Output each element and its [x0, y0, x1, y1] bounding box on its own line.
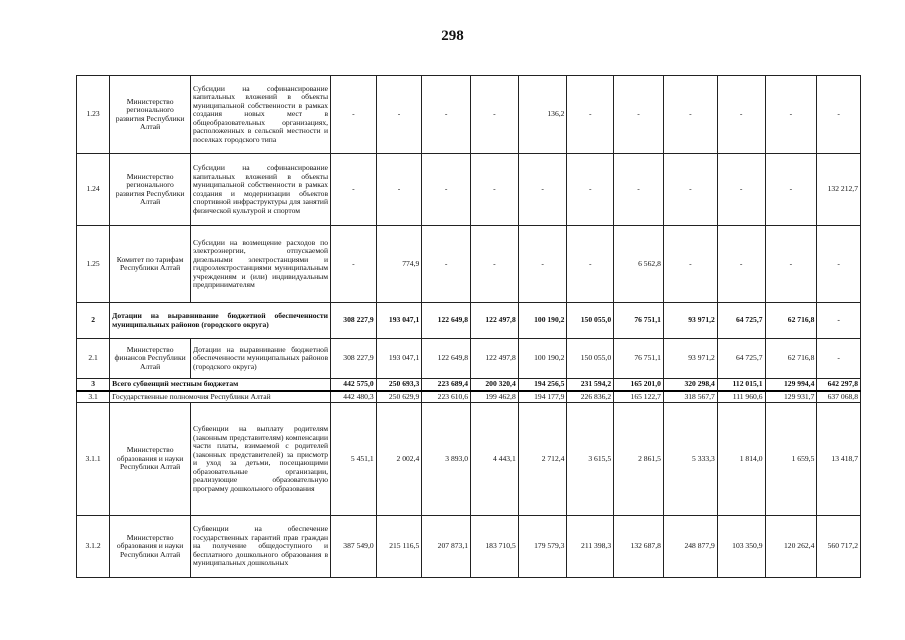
value-cell: 100 190,2	[518, 339, 567, 379]
value-cell: -	[765, 154, 817, 226]
value-cell: 4 443,1	[471, 403, 519, 516]
value-cell: 122 497,8	[471, 303, 519, 339]
value-cell: 62 716,8	[765, 339, 817, 379]
value-cell: 3 615,5	[567, 403, 614, 516]
row-description: Субсидии на софинансирование капитальных вложений в объекты муниципальной собственности в рамках создания и модернизации объектов спортивной инфраструктуры для занятий физической культурой и спортом	[191, 154, 331, 226]
value-cell: 150 055,0	[567, 339, 614, 379]
value-cell: -	[567, 76, 614, 154]
value-cell: 637 068,8	[817, 391, 861, 403]
row-code: 1.24	[77, 154, 110, 226]
value-cell: -	[567, 226, 614, 303]
value-cell: 122 497,8	[471, 339, 519, 379]
row-code: 3.1.1	[77, 403, 110, 516]
value-cell: 3 893,0	[422, 403, 471, 516]
value-cell: 193 047,1	[376, 339, 422, 379]
value-cell: 194 256,5	[518, 379, 567, 391]
row-title: Дотации на выравнивание бюджетной обеспеченности муниципальных районов (городского округа)	[110, 303, 331, 339]
value-cell: 211 398,3	[567, 516, 614, 578]
value-cell: -	[376, 154, 422, 226]
value-cell: -	[717, 76, 765, 154]
value-cell: 132 212,7	[817, 154, 861, 226]
value-cell: 308 227,9	[331, 303, 377, 339]
value-cell: -	[614, 76, 664, 154]
row-code: 1.25	[77, 226, 110, 303]
budget-table	[76, 75, 861, 578]
value-cell: -	[422, 226, 471, 303]
table-row	[77, 403, 861, 516]
value-cell: 120 262,4	[765, 516, 817, 578]
value-cell: 2 861,5	[614, 403, 664, 516]
value-cell: -	[765, 226, 817, 303]
value-cell: -	[471, 154, 519, 226]
value-cell: -	[331, 154, 377, 226]
value-cell: 226 836,2	[567, 391, 614, 403]
value-cell: 76 751,1	[614, 339, 664, 379]
value-cell: 200 320,4	[471, 379, 519, 391]
value-cell: 6 562,8	[614, 226, 664, 303]
value-cell: -	[422, 154, 471, 226]
value-cell: -	[376, 76, 422, 154]
value-cell: -	[663, 154, 717, 226]
value-cell: 165 201,0	[614, 379, 664, 391]
row-code: 2.1	[77, 339, 110, 379]
table-row	[77, 76, 861, 154]
value-cell: -	[817, 226, 861, 303]
table-row	[77, 154, 861, 226]
row-description: Субсидии на софинансирование капитальных вложений в объекты муниципальной собственности в рамках создания новых мест в общеобразовательных организациях, расположенных в сельской местности и поселках городского типа	[191, 76, 331, 154]
row-code: 2	[77, 303, 110, 339]
value-cell: 199 462,8	[471, 391, 519, 403]
row-ministry: Министерство регионального развития Республики Алтай	[110, 76, 191, 154]
value-cell: 64 725,7	[717, 339, 765, 379]
row-ministry: Министерство финансов Республики Алтай	[110, 339, 191, 379]
value-cell: 165 122,7	[614, 391, 664, 403]
value-cell: -	[817, 339, 861, 379]
row-ministry: Комитет по тарифам Республики Алтай	[110, 226, 191, 303]
value-cell: -	[717, 154, 765, 226]
value-cell: 100 190,2	[518, 303, 567, 339]
row-description: Субсидии на возмещение расходов по электроэнергии, отпускаемой дизельными электростанциями и гидроэлектростанциями муниципальным учреждениям и (или) индивидуальным предпринимателям	[191, 226, 331, 303]
page-number: 298	[441, 28, 464, 44]
value-cell: 150 055,0	[567, 303, 614, 339]
value-cell: 248 877,9	[663, 516, 717, 578]
value-cell: -	[567, 154, 614, 226]
value-cell: 2 712,4	[518, 403, 567, 516]
value-cell: 64 725,7	[717, 303, 765, 339]
row-ministry: Министерство регионального развития Республики Алтай	[110, 154, 191, 226]
value-cell: 442 575,0	[331, 379, 377, 391]
value-cell: 2 002,4	[376, 403, 422, 516]
value-cell: 13 418,7	[817, 403, 861, 516]
table-row	[77, 516, 861, 578]
row-title: Всего субвенций местным бюджетам	[110, 379, 331, 391]
value-cell: 1 659,5	[765, 403, 817, 516]
value-cell: 320 298,4	[663, 379, 717, 391]
row-code: 3.1.2	[77, 516, 110, 578]
value-cell: 112 015,1	[717, 379, 765, 391]
value-cell: -	[663, 226, 717, 303]
value-cell: 111 960,6	[717, 391, 765, 403]
value-cell: 442 480,3	[331, 391, 377, 403]
row-ministry: Министерство образования и науки Республики Алтай	[110, 516, 191, 578]
table-row	[77, 226, 861, 303]
row-description: Субвенции на обеспечение государственных гарантий прав граждан на получение общедоступного и бесплатного дошкольного образования в муниципальных дошкольных	[191, 516, 331, 578]
value-cell: 250 693,3	[376, 379, 422, 391]
value-cell: 93 971,2	[663, 303, 717, 339]
table-row	[77, 391, 861, 403]
value-cell: 76 751,1	[614, 303, 664, 339]
row-title: Государственные полномочия Республики Алтай	[110, 391, 331, 403]
row-ministry: Министерство образования и науки Республики Алтай	[110, 403, 191, 516]
value-cell: 93 971,2	[663, 339, 717, 379]
value-cell: 5 333,3	[663, 403, 717, 516]
row-code: 3.1	[77, 391, 110, 403]
value-cell: -	[471, 226, 519, 303]
value-cell: -	[717, 226, 765, 303]
value-cell: 308 227,9	[331, 339, 377, 379]
value-cell: 250 629,9	[376, 391, 422, 403]
value-cell: 62 716,8	[765, 303, 817, 339]
value-cell: -	[817, 76, 861, 154]
row-code: 1.23	[77, 76, 110, 154]
value-cell: -	[471, 76, 519, 154]
value-cell: 129 931,7	[765, 391, 817, 403]
value-cell: 122 649,8	[422, 339, 471, 379]
table-row	[77, 379, 861, 391]
value-cell: -	[614, 154, 664, 226]
value-cell: 560 717,2	[817, 516, 861, 578]
value-cell: 136,2	[518, 76, 567, 154]
value-cell: 122 649,8	[422, 303, 471, 339]
value-cell: -	[765, 76, 817, 154]
value-cell: 1 814,0	[717, 403, 765, 516]
value-cell: 231 594,2	[567, 379, 614, 391]
value-cell: -	[518, 154, 567, 226]
value-cell: -	[518, 226, 567, 303]
value-cell: -	[817, 303, 861, 339]
value-cell: 223 689,4	[422, 379, 471, 391]
value-cell: -	[331, 76, 377, 154]
value-cell: 129 994,4	[765, 379, 817, 391]
value-cell: 103 350,9	[717, 516, 765, 578]
row-description: Субвенции на выплату родителям (законным представителям) компенсации части платы, взимаемой с родителей (законных представителей) за присмотр и уход за детьми, посещающими образовательные организации, реализующие образовательную программу дошкольного образования	[191, 403, 331, 516]
value-cell: 387 549,0	[331, 516, 377, 578]
value-cell: 5 451,1	[331, 403, 377, 516]
value-cell: 194 177,9	[518, 391, 567, 403]
value-cell: -	[422, 76, 471, 154]
value-cell: 774,9	[376, 226, 422, 303]
value-cell: 207 873,1	[422, 516, 471, 578]
value-cell: 642 297,8	[817, 379, 861, 391]
value-cell: 318 567,7	[663, 391, 717, 403]
value-cell: 223 610,6	[422, 391, 471, 403]
value-cell: 132 687,8	[614, 516, 664, 578]
table-row	[77, 339, 861, 379]
value-cell: 215 116,5	[376, 516, 422, 578]
value-cell: 183 710,5	[471, 516, 519, 578]
value-cell: 179 579,3	[518, 516, 567, 578]
row-code: 3	[77, 379, 110, 391]
value-cell: 193 047,1	[376, 303, 422, 339]
table-row	[77, 303, 861, 339]
value-cell: -	[331, 226, 377, 303]
value-cell: -	[663, 76, 717, 154]
row-description: Дотации на выравнивание бюджетной обеспеченности муниципальных районов (городского округа)	[191, 339, 331, 379]
